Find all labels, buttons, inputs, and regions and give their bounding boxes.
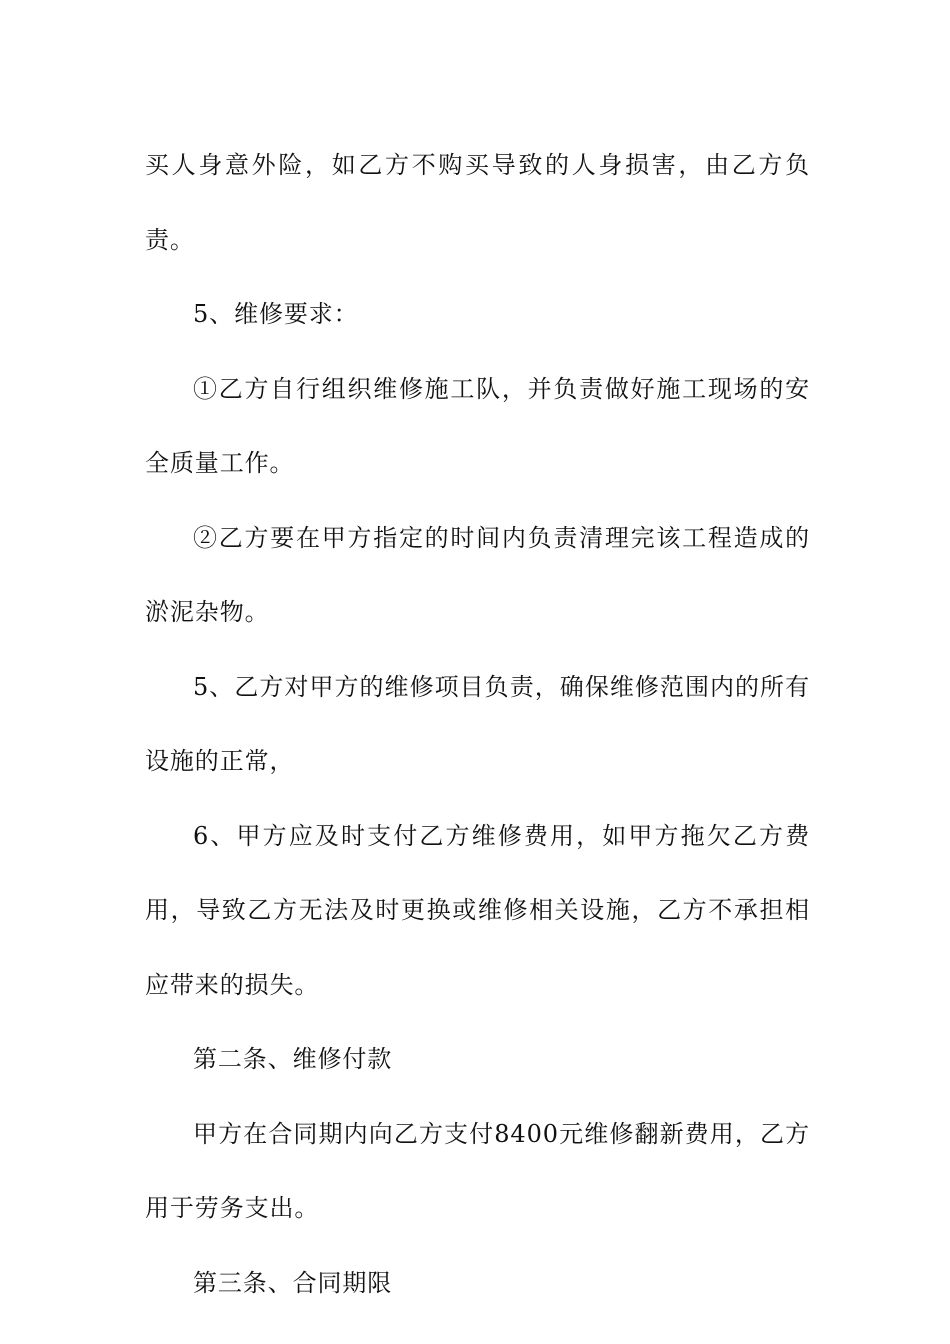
- paragraph-cleanup: ②乙方要在甲方指定的时间内负责清理完该工程造成的淤泥杂物。: [145, 523, 810, 626]
- paragraph-repair-requirements-heading: 5、维修要求：: [193, 300, 359, 328]
- paragraph-repair-team: ①乙方自行组织维修施工队，并负责做好施工现场的安全质量工作。: [145, 374, 810, 477]
- paragraph-continuation: 买人身意外险，如乙方不购买导致的人身损害，由乙方负责。: [145, 151, 810, 254]
- paragraph-payment-amount: 甲方在合同期内向乙方支付8400元维修翻新费用，乙方用于劳务支出。: [145, 1119, 810, 1222]
- article-three-heading: 第三条、合同期限: [193, 1268, 393, 1297]
- document-body: [145, 128, 810, 1320]
- article-two-heading: 第二条、维修付款: [193, 1045, 393, 1073]
- paragraph-payment-timely: 6、甲方应及时支付乙方维修费用，如甲方拖欠乙方费用，导致乙方无法及时更换或维修相关设施，乙方不承担相应带来的损失。: [145, 821, 810, 999]
- paragraph-responsibility: 5、乙方对甲方的维修项目负责，确保维修范围内的所有设施的正常，: [145, 672, 810, 775]
